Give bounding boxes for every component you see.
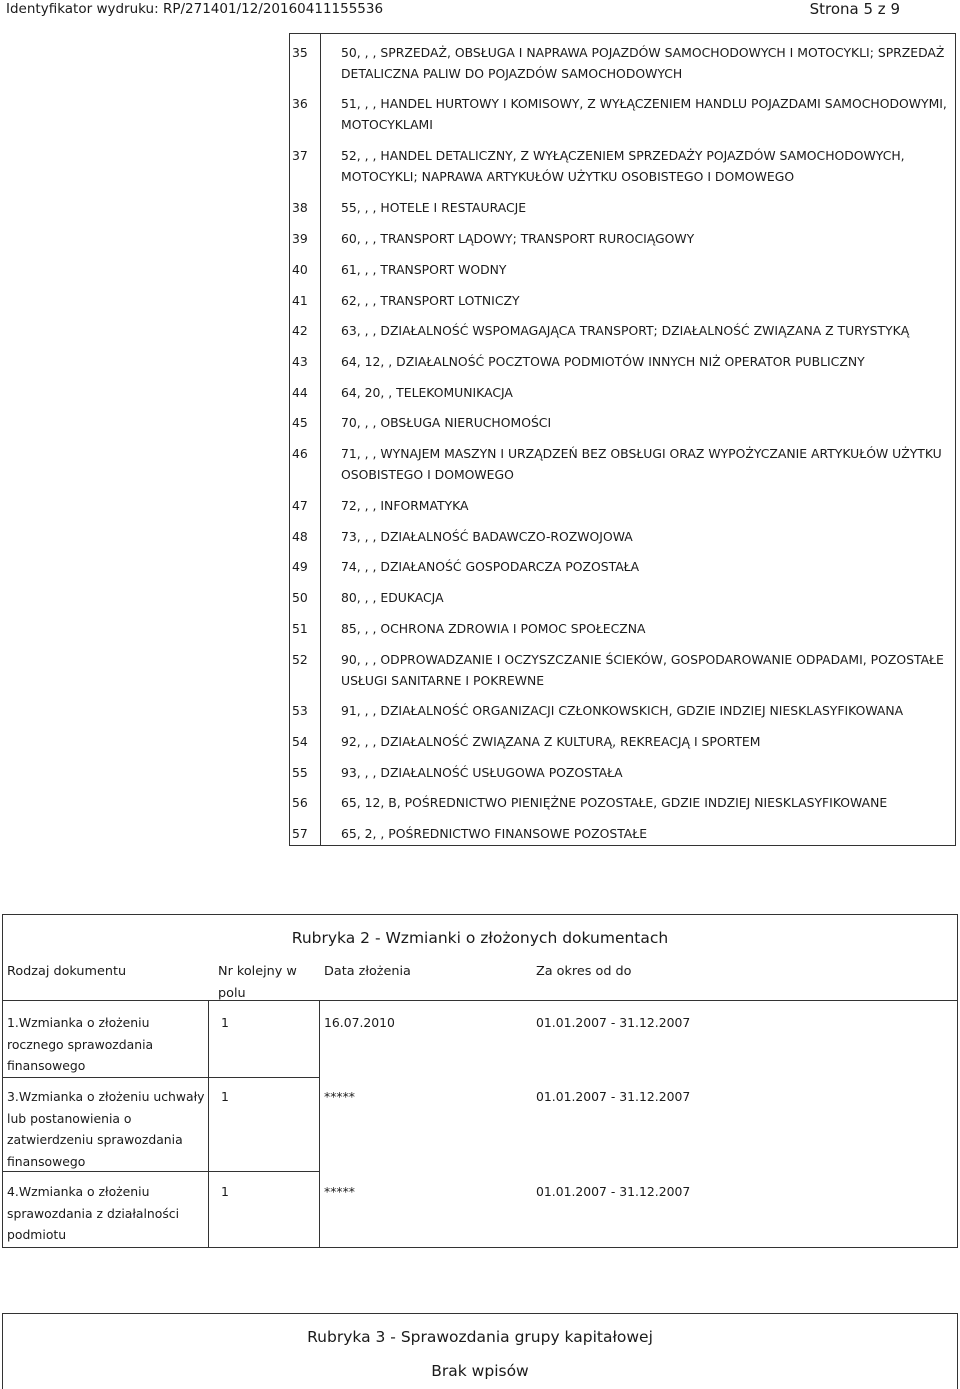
pkd-row-number: 36 [292,96,308,111]
table-divider [319,1000,320,1248]
pkd-row-number: 56 [292,795,308,810]
pkd-row-number: 47 [292,498,308,513]
pkd-row-description: 70, , , OBSŁUGA NIERUCHOMOŚCI [341,415,552,430]
pkd-row-number: 40 [292,262,308,277]
submission-date-cell: ***** [324,1184,355,1199]
pkd-row-number: 38 [292,200,308,215]
pkd-row-number: 52 [292,652,308,667]
period-cell: 01.01.2007 - 31.12.2007 [536,1015,691,1030]
pkd-row-description: 72, , , INFORMATYKA [341,498,469,513]
pkd-row-description: 80, , , EDUKACJA [341,590,444,605]
pkd-row-description: 55, , , HOTELE I RESTAURACJE [341,200,527,215]
pkd-row-description: 51, , , HANDEL HURTOWY I KOMISOWY, Z WYŁĄCZENIEM HANDLU POJAZDAMI SAMOCHODOWYMI, MOTOCYKLAMI [341,96,947,132]
pkd-column-divider [320,34,321,845]
period-cell: 01.01.2007 - 31.12.2007 [536,1089,691,1104]
pkd-row-number: 48 [292,529,308,544]
submission-date-cell: 16.07.2010 [324,1015,395,1030]
pkd-row-number: 41 [292,293,308,308]
pkd-row-number: 50 [292,590,308,605]
table-divider [208,1000,209,1248]
header-sequence-number: Nr kolejny w polu [218,964,297,1001]
pkd-row-number: 46 [292,446,308,461]
pkd-row-number: 42 [292,323,308,338]
pkd-row-description: 65, 12, B, POŚREDNICTWO PIENIĘŻNE POZOSTAŁE, GDZIE INDZIEJ NIESKLASYFIKOWANE [341,795,888,810]
pkd-row-description: 65, 2, , POŚREDNICTWO FINANSOWE POZOSTAŁE [341,826,648,841]
pkd-row-number: 51 [292,621,308,636]
pkd-row-description: 52, , , HANDEL DETALICZNY, Z WYŁĄCZENIEM SPRZEDAŻY POJAZDÓW SAMOCHODOWYCH, MOTOCYKLI; NAPRAWA ARTYKUŁÓW UŻYTKU OSOBISTEGO I DOMOWEGO [341,148,905,184]
pkd-row-number: 55 [292,765,308,780]
pkd-table [289,33,956,846]
table-divider [3,1000,957,1001]
rubryka-3-section [2,1313,958,1389]
pkd-row-description: 71, , , WYNAJEM MASZYN I URZĄDZEŃ BEZ OBSŁUGI ORAZ WYPOŻYCZANIE ARTYKUŁÓW UŻYTKU OSOBISTEGO I DOMOWEGO [341,446,942,482]
header-document-type: Rodzaj dokumentu [7,964,127,979]
pkd-row-number: 43 [292,354,308,369]
pkd-row-number: 35 [292,45,308,60]
sequence-number-cell: 1 [221,1184,229,1199]
submission-date-cell: ***** [324,1089,355,1104]
pkd-row-number: 39 [292,231,308,246]
empty-entries-text: Brak wpisów [431,1362,529,1380]
pkd-row-description: 91, , , DZIAŁALNOŚĆ ORGANIZACJI CZŁONKOWSKICH, GDZIE INDZIEJ NIESKLASYFIKOWANA [341,703,904,718]
pkd-row-description: 60, , , TRANSPORT LĄDOWY; TRANSPORT RUROCIĄGOWY [341,231,695,246]
pkd-row-number: 54 [292,734,308,749]
print-identifier: Identyfikator wydruku: RP/271401/12/20160411155536 [6,1,384,17]
pkd-row-description: 61, , , TRANSPORT WODNY [341,262,507,277]
pkd-row-number: 44 [292,385,308,400]
pkd-row-number: 57 [292,826,308,841]
pkd-row-number: 49 [292,559,308,574]
rubryka-3-title: Rubryka 3 - Sprawozdania grupy kapitałowej [307,1328,653,1346]
sequence-number-cell: 1 [221,1089,229,1104]
pkd-row-description: 85, , , OCHRONA ZDROWIA I POMOC SPOŁECZNA [341,621,646,636]
page-number: Strona 5 z 9 [809,0,900,18]
header-submission-date: Data złożenia [324,964,411,979]
document-type-cell: 3.Wzmianka o złożeniu uchwały lub postanowienia o zatwierdzeniu sprawozdania finansowego [7,1089,205,1169]
pkd-row-description: 64, 12, , DZIAŁALNOŚĆ POCZTOWA PODMIOTÓW INNYCH NIŻ OPERATOR PUBLICZNY [341,354,865,369]
pkd-row-description: 73, , , DZIAŁALNOŚĆ BADAWCZO-ROZWOJOWA [341,529,633,544]
header-period: Za okres od do [536,964,632,979]
rubryka-2-section [2,914,958,1248]
pkd-row-number: 45 [292,415,308,430]
pkd-row-description: 74, , , DZIAŁANOŚĆ GOSPODARCZA POZOSTAŁA [341,559,640,574]
pkd-row-description: 62, , , TRANSPORT LOTNICZY [341,293,520,308]
pkd-row-description: 93, , , DZIAŁALNOŚĆ USŁUGOWA POZOSTAŁA [341,765,623,780]
sequence-number-cell: 1 [221,1015,229,1030]
pkd-row-description: 64, 20, , TELEKOMUNIKACJA [341,385,513,400]
pkd-row-number: 37 [292,148,308,163]
period-cell: 01.01.2007 - 31.12.2007 [536,1184,691,1199]
rubryka-2-title: Rubryka 2 - Wzmianki o złożonych dokumentach [291,929,669,947]
pkd-row-description: 50, , , SPRZEDAŻ, OBSŁUGA I NAPRAWA POJAZDÓW SAMOCHODOWYCH I MOTOCYKLI; SPRZEDAŻ DETALICZNA PALIW DO POJAZDÓW SAMOCHODOWYCH [341,45,945,81]
document-type-cell: 4.Wzmianka o złożeniu sprawozdania z działalności podmiotu [7,1184,180,1242]
pkd-row-description: 90, , , ODPROWADZANIE I OCZYSZCZANIE ŚCIEKÓW, GOSPODAROWANIE ODPADAMI, POZOSTAŁE USŁUGI SANITARNE I POKREWNE [341,652,944,688]
document-type-cell: 1.Wzmianka o złożeniu rocznego sprawozdania finansowego [7,1015,154,1073]
pkd-row-number: 53 [292,703,308,718]
pkd-row-description: 92, , , DZIAŁALNOŚĆ ZWIĄZANA Z KULTURĄ, REKREACJĄ I SPORTEM [341,734,761,749]
table-divider [3,1077,319,1078]
pkd-row-description: 63, , , DZIAŁALNOŚĆ WSPOMAGAJĄCA TRANSPORT; DZIAŁALNOŚĆ ZWIĄZANA Z TURYSTYKĄ [341,323,910,338]
